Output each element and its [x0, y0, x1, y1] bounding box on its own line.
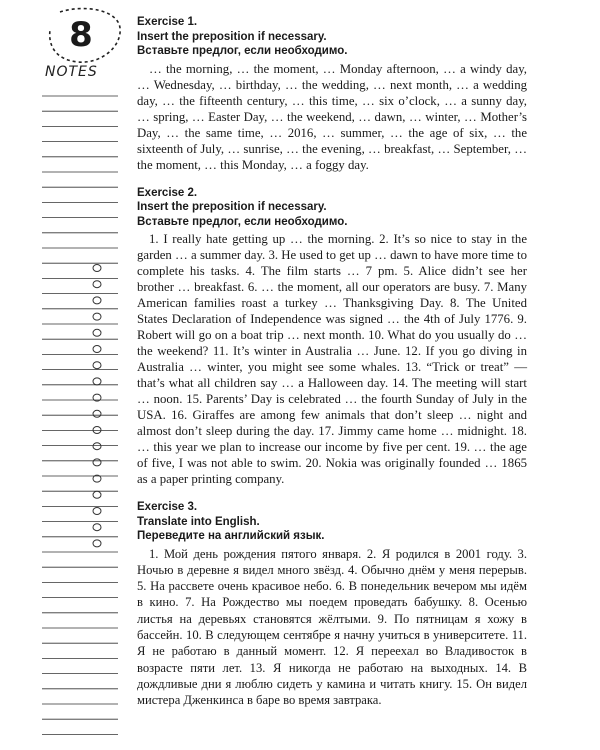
exercise-1-instruction-en: Insert the preposition if necessary.: [137, 30, 327, 43]
exercise-3-text: 1. Мой день рождения пятого января. 2. Я родился в 2001 году. 3. Ночью в деревне я видел много звёзд. 4. Обычно днём у меня перерыв. 5. На рассвете очень красивое небо. 6. В понедельник вечером мы идём в кино. 7. На Рождество мы поедем проведать бабушку. 8. Осенью листья на деревьях становятся жёлтыми. 9. По пятницам я хожу в бассейн. 10. В следующем сентябре я начну учиться в университете. 11. Я не работаю в данный момент. 12. Я переехал во Владивосток в возрасте пяти лет. 13. Я никогда не работаю на выходных. 14. В дождливые дни я люблю сидеть у камина и читать книгу. 15. Он видел мистера Дженкинса в баре во время завтрака.: [137, 546, 527, 708]
exercise-2: [137, 186, 527, 488]
spiral-ring: [93, 410, 101, 417]
notes-label: NOTES: [45, 64, 98, 80]
notes-lines: [0, 0, 125, 750]
exercise-3-instruction-ru: Переведите на английский язык.: [137, 530, 325, 542]
page-number: 8: [69, 15, 93, 55]
spiral-ring: [93, 297, 101, 304]
exercise-2-text: 1. I really hate getting up … the morning. 2. It’s so nice to stay in the garden … a summer day. 3. He used to get up … dawn to have more time to complete his tasks. 4. The film starts … 7 pm. 5. Alice didn’t see her brother … breakfast. 6. … the moment, all our operators are busy. 7. Many American families roast a turkey … Thanksgiving Day. 8. The United States Declaration of Independence was signed … the 4th of July 1776. 9. Robert will go on a boat trip … next month. 10. What do you usually do … the weekend? 11. It’s winter in Australia … June. 12. If you go diving in Australia … winter, you might see some whales. 13. “Trick or treat” — that’s what all children say … a Halloween day. 14. The meeting will start … noon. 15. Parents’ Day is celebrated … the fourth Sunday of July in the USA. 16. Giraffes are among few animals that don’t sleep … night and almost don’t sleep during the day. 17. Jimmy came home … midnight. 18. … this year we plan to increase our income by five per cent. 19. … the age of five, I was not able to swim. 20. Nokia was originally founded … 1865 as a paper printing company.: [137, 232, 527, 486]
spiral-ring: [93, 540, 101, 547]
spiral-ring: [93, 491, 101, 498]
spiral-ring: [93, 362, 101, 369]
spiral-ring: [93, 265, 101, 272]
exercise-2-instruction-en: Insert the preposition if necessary.: [137, 201, 327, 213]
exercise-2-title: Exercise 2.: [137, 186, 198, 199]
spiral-ring: [93, 524, 101, 531]
spiral-ring: [93, 508, 101, 515]
spiral-ring: [93, 281, 101, 288]
spiral-ring: [93, 313, 101, 320]
spiral-ring: [93, 378, 101, 385]
exercise-1-title: Exercise 1.: [137, 16, 198, 28]
exercise-1: [137, 15, 527, 173]
exercise-3-instruction-en: Translate into English.: [137, 515, 260, 528]
spiral-ring: [93, 346, 101, 353]
exercise-3: [137, 500, 527, 708]
exercise-1-instruction-ru: Вставьте предлог, если необходимо.: [137, 45, 348, 57]
exercise-2-instruction-ru: Вставьте предлог, если необходимо.: [137, 215, 348, 228]
notes-margin: [0, 0, 125, 750]
spiral-ring: [93, 443, 101, 450]
exercise-content: [137, 15, 527, 721]
spiral-ring: [93, 459, 101, 466]
spiral-ring: [93, 329, 101, 336]
exercise-3-title: Exercise 3.: [137, 501, 198, 513]
exercise-1-text: … the morning, … the moment, … Monday afternoon, … a windy day, … Wednesday, … birthday, … the wedding, … next month, … a wedding day, … the fifteenth century, … this time, … six o’clock, … a sunny day, … spring, … Easter Day, … the weekend, … dawn, … winter, … Mother’s Day, … the same time, … 2016, … summer, … the age of six, … the sixteenth of July, … sunrise, … the evening, … breakfast, … September, … the moment, … this Monday, … a foggy day.: [137, 61, 527, 172]
